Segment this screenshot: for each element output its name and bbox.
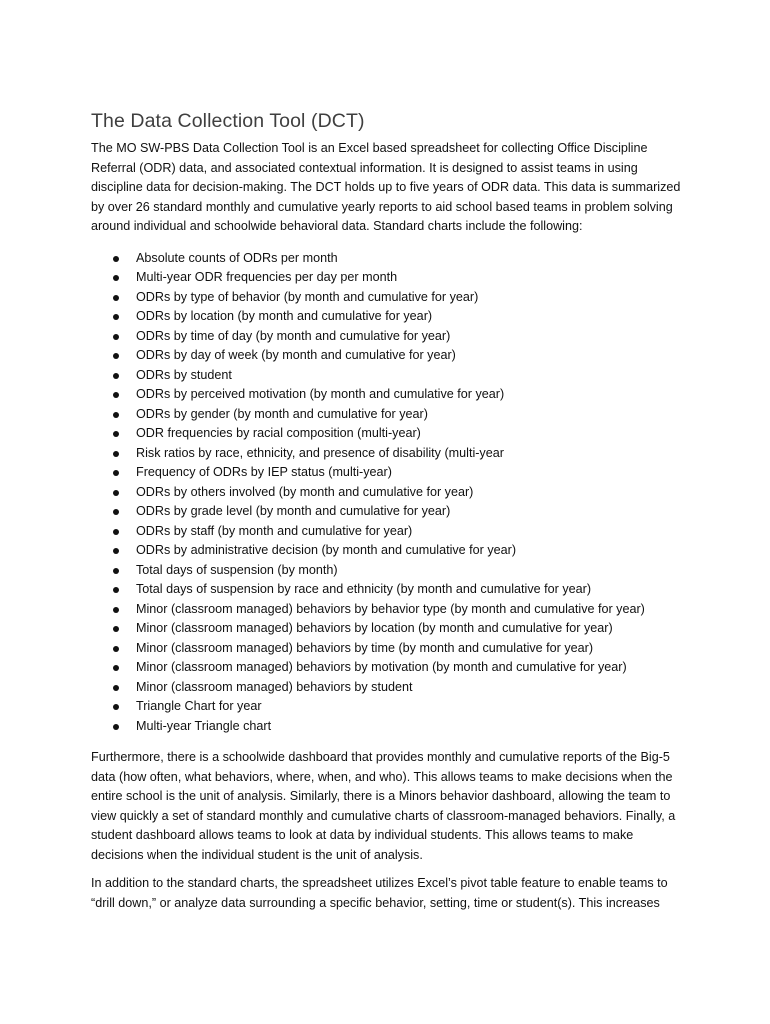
- list-item: [136, 268, 681, 288]
- list-item: [136, 249, 681, 269]
- intro-paragraph: The MO SW-PBS Data Collection Tool is an Excel based spreadsheet for collecting Office Discipline Referral (ODR) data, and associated contextual information. It is designed to assist teams in using discipline data for decision-making. The DCT holds up to five years of ODR data. This data is summarized by over 26 standard monthly and cumulative yearly reports to aid school based teams in problem solving around individual and schoolwide behavioral data. Standard charts include the following:: [91, 141, 681, 233]
- bullet-icon: [113, 275, 119, 281]
- bullet-icon: [113, 724, 119, 730]
- bullet-icon: [113, 646, 119, 652]
- bullet-icon: [113, 373, 119, 379]
- list-item: [136, 678, 681, 698]
- list-item-text: Minor (classroom managed) behaviors by motivation (by month and cumulative for year): [136, 660, 627, 674]
- list-item-text: ODRs by grade level (by month and cumulative for year): [136, 504, 451, 518]
- list-item-text: Risk ratios by race, ethnicity, and presence of disability (multi-year: [136, 445, 504, 460]
- bullet-icon: [113, 451, 119, 457]
- bullet-icon: [113, 412, 119, 418]
- bullet-icon: [113, 490, 119, 496]
- bullet-icon: [113, 529, 119, 535]
- list-item-text: Total days of suspension by race and ethnicity (by month and cumulative for year): [136, 582, 592, 596]
- bullet-icon: [113, 568, 119, 574]
- bullet-icon: [113, 256, 119, 262]
- list-item-text: ODRs by time of day (by month and cumulative for year): [136, 328, 451, 343]
- list-item-text: ODRs by day of week (by month and cumulative for year): [136, 348, 456, 362]
- document-body: [91, 108, 681, 913]
- list-item: [136, 697, 681, 717]
- bullet-icon: [113, 685, 119, 691]
- list-item-text: Multi-year Triangle chart: [136, 718, 272, 733]
- bullet-icon: [113, 353, 119, 359]
- dashboard-paragraph: Furthermore, there is a schoolwide dashboard that provides monthly and cumulative reports of the Big-5 data (how often, what behaviors, where, when, and who). This allows teams to make decisions when the entire school is the unit of analysis. Similarly, there is a Minors behavior dashboard, allowing the team to view quickly a set of standard monthly and cumulative charts of classroom-managed behaviors. Finally, a student dashboard allows teams to look at data by individual students. This allows teams to make decisions when the individual student is the unit of analysis.: [91, 750, 676, 862]
- list-item: [136, 541, 681, 561]
- list-item-text: ODRs by type of behavior (by month and cumulative for year): [136, 289, 479, 304]
- list-item-text: ODRs by administrative decision (by month and cumulative for year): [136, 543, 517, 557]
- list-item-text: Minor (classroom managed) behaviors by student: [136, 679, 413, 694]
- bullet-icon: [113, 607, 119, 613]
- list-item: [136, 619, 681, 639]
- pivot-paragraph: In addition to the standard charts, the spreadsheet utilizes Excel’s pivot table feature to enable teams to “drill down,” or analyze data surrounding a specific behavior, setting, time or student(s). This increases: [91, 876, 668, 910]
- list-item-text: Total days of suspension (by month): [136, 562, 338, 577]
- list-item: [136, 288, 681, 308]
- list-item: [136, 463, 681, 483]
- list-item-text: Absolute counts of ODRs per month: [136, 250, 338, 265]
- list-item-text: ODRs by student: [136, 367, 232, 382]
- bullet-icon: [113, 548, 119, 554]
- bullet-icon: [113, 295, 119, 301]
- list-item-text: ODRs by staff (by month and cumulative for year): [136, 523, 413, 538]
- standard-charts-list: [91, 249, 681, 737]
- list-item-text: Minor (classroom managed) behaviors by behavior type (by month and cumulative for year): [136, 601, 645, 616]
- list-item: [136, 502, 681, 522]
- list-item: [136, 307, 681, 327]
- bullet-icon: [113, 587, 119, 593]
- list-item-text: Triangle Chart for year: [136, 699, 262, 713]
- list-item: [136, 580, 681, 600]
- bullet-icon: [113, 470, 119, 476]
- bullet-icon: [113, 431, 119, 437]
- list-item: [136, 717, 681, 737]
- list-item: [136, 444, 681, 464]
- list-item-text: ODR frequencies by racial composition (multi-year): [136, 426, 421, 440]
- list-item-text: ODRs by location (by month and cumulative for year): [136, 309, 433, 323]
- bullet-icon: [113, 626, 119, 632]
- bullet-icon: [113, 509, 119, 515]
- document-title: The Data Collection Tool (DCT): [91, 110, 365, 132]
- list-item: [136, 346, 681, 366]
- list-item-text: ODRs by perceived motivation (by month and cumulative for year): [136, 387, 505, 401]
- list-item-text: ODRs by others involved (by month and cumulative for year): [136, 484, 474, 499]
- list-item-text: ODRs by gender (by month and cumulative for year): [136, 406, 428, 421]
- bullet-icon: [113, 665, 119, 671]
- list-item: [136, 522, 681, 542]
- list-item: [136, 424, 681, 444]
- list-item: [136, 405, 681, 425]
- list-item-text: Minor (classroom managed) behaviors by time (by month and cumulative for year): [136, 640, 594, 655]
- list-item-text: Frequency of ODRs by IEP status (multi-year): [136, 465, 392, 479]
- list-item: [136, 658, 681, 678]
- list-item: [136, 483, 681, 503]
- list-item-text: Minor (classroom managed) behaviors by location (by month and cumulative for year): [136, 621, 613, 635]
- bullet-icon: [113, 392, 119, 398]
- list-item: [136, 600, 681, 620]
- bullet-icon: [113, 334, 119, 340]
- bullet-icon: [113, 704, 119, 710]
- list-item: [136, 327, 681, 347]
- bullet-icon: [113, 314, 119, 320]
- list-item: [136, 639, 681, 659]
- list-item: [136, 385, 681, 405]
- list-item: [136, 366, 681, 386]
- list-item-text: Multi-year ODR frequencies per day per month: [136, 270, 398, 284]
- list-item: [136, 561, 681, 581]
